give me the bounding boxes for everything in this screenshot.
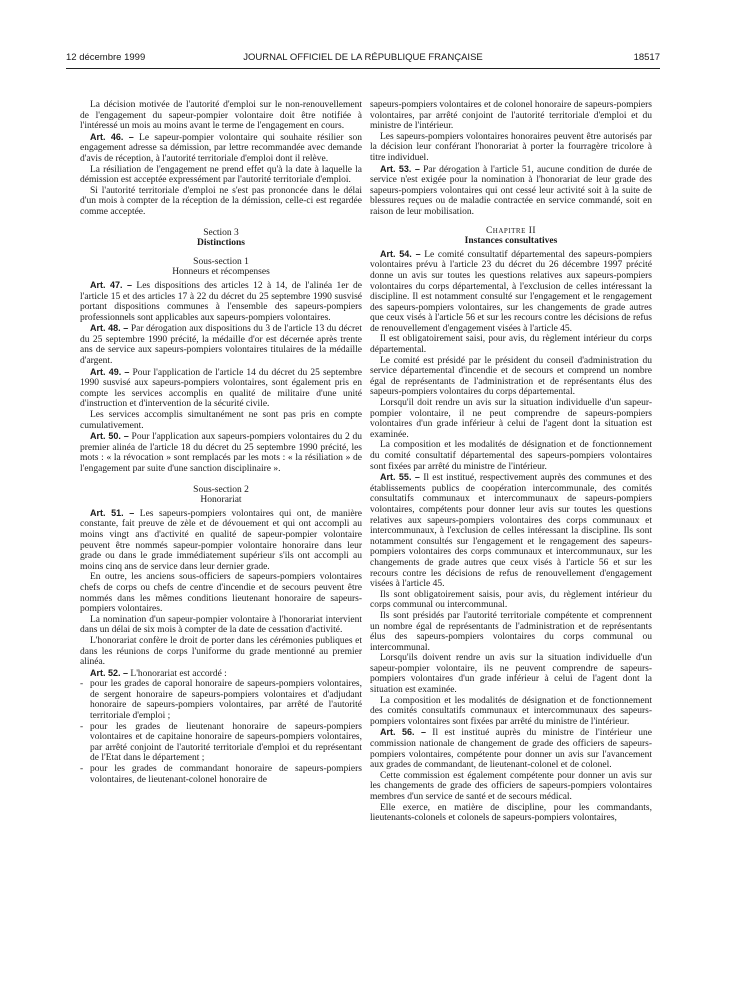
paragraph: En outre, les anciens sous-officiers de sapeurs-pompiers volontaires chefs de corps ou chefs de centre d'incendie et de secours peuvent être nommés dans les mêmes conditions lieutenant honoraire de sapeurs-pompiers volontaires. [80, 572, 362, 615]
article-text: Par dérogation aux dispositions du 3 de l'article 13 du décret du 25 septembre 1990 précité, la médaille d'or est décernée après trente ans de service aux sapeurs-pompiers volontaires titulaires de la médaille d'argent. [80, 324, 362, 367]
article-46 [80, 132, 362, 165]
right-column [370, 100, 652, 824]
article-text: Les dispositions des articles 12 à 14, de l'alinéa 1er de l'article 15 et des articles 17 à 22 du décret du 25 septembre 1990 susvisé portant dispositions communes à l'ensemble des sapeurs-pompiers professionnels sont applicables aux sapeurs-pompiers volontaires. [80, 280, 362, 323]
paragraph: Elle exerce, en matière de discipline, pour les commandants, lieutenants-colonels et colonels de sapeurs-pompiers volontaires, [370, 802, 652, 824]
article-label: Art. 49. – [90, 366, 130, 377]
article-50 [80, 431, 362, 474]
paragraph: La décision motivée de l'autorité d'emploi sur le non-renouvellement de l'engagement du sapeur-pompier volontaire doit être notifiée à l'intéressé un mois au moins avant le terme de l'engagement en cours. [80, 100, 362, 132]
paragraph: La composition et les modalités de désignation et de fonctionnement du comité consultatif départemental des sapeurs-pompiers volontaires sont fixées par arrêté du ministre de l'intérieur. [370, 440, 652, 472]
article-text: Il est institué, respectivement auprès des communes et des établissements publics de coopération intercommunale, des comités consultatifs communaux et intercommunaux de sapeurs-pompiers volontaires, compétents pour donner leur avis sur toutes les questions relatives aux sapeurs-pompiers volontaires des corps communaux et intercommunaux, à l'exclusion de celles intéressant la discipline. Ils sont notamment consultés sur l'engagement et le rengagement des sapeurs-pompiers volontaires des corps communaux et intercommunaux, sur les changements de grade autres que ceux visés à l'article 56 et sur les recours contre les décisions de refus de renouvellement d'engagement visées à l'article 45. [370, 473, 652, 590]
article-55 [370, 472, 652, 590]
article-text: Le sapeur-pompier volontaire qui souhaite résilier son engagement adresse sa démission, par lettre recommandée avec demande d'avis de réception, à l'autorité territoriale d'emploi dont il relève. [80, 132, 362, 164]
subsection-title: Honneurs et récompenses [172, 267, 270, 278]
paragraph: Ils sont présidés par l'autorité territoriale compétente et comprennent un nombre égal de représentants de l'administration et de représentants élus des sapeurs-pompiers volontaires du corps communal ou intercommunal. [370, 610, 652, 653]
header-journal-title: JOURNAL OFFICIEL DE LA RÉPUBLIQUE FRANÇAISE [243, 52, 483, 63]
article-text: L'honorariat est accordé : [128, 668, 227, 679]
article-56 [370, 727, 652, 770]
article-label: Art. 46. – [90, 131, 134, 142]
subsection-title: Honorariat [200, 495, 242, 506]
article-text: Il est institué auprès du ministre de l'intérieur une commission nationale de changement de grade des officiers de sapeurs-pompiers volontaires, compétente pour donner un avis sur l'avancement aux grades de commandant, de lieutenant-colonel et de colonel. [370, 728, 652, 771]
paragraph: Lorsqu'ils doivent rendre un avis sur la situation individuelle d'un sapeur-pompier volontaire, ils ne peuvent comprendre de sapeurs-pompiers volontaires d'un grade inférieur à celui de l'agent dont la situation est examinée. [370, 653, 652, 696]
chapter-title: Instances consultatives [464, 236, 558, 247]
header-rule [66, 68, 660, 69]
paragraph: Si l'autorité territoriale d'emploi ne s'est pas prononcée dans le délai d'un mois à compter de la réception de la démission, celle-ci est regardée comme acceptée. [80, 185, 362, 217]
paragraph: La composition et les modalités de désignation et de fonctionnement des comités consultatifs communaux et intercommunaux des sapeurs-pompiers volontaires sont fixées par arrêté du ministre de l'intérieur. [370, 695, 652, 727]
paragraph: Les services accomplis simultanément ne sont pas pris en compte cumulativement. [80, 410, 362, 431]
left-column [80, 100, 362, 785]
article-text: Par dérogation à l'article 51, aucune condition de durée de service n'est exigée pour la nomination à l'honorariat de leur grade des sapeurs-pompiers volontaires qui ont cessé leur activité soit à la suite de blessures reçues ou de maladie contractée en service commandé, soit en raison de leur mobilisation. [370, 164, 652, 217]
section-title: Distinctions [196, 238, 246, 249]
chapter-number: Chapitre II [485, 225, 537, 236]
paragraph: Ils sont obligatoirement saisis, pour avis, du règlement intérieur du corps communal ou intercommunal. [370, 589, 652, 611]
article-text: Le comité consultatif départemental des sapeurs-pompiers volontaires prévu à l'article 23 du décret du 26 décembre 1997 précité donne un avis sur toutes les questions relatives aux sapeurs-pompiers volontaires du corps départemental, à l'exclusion de celles intéressant la discipline. Il est notamment consulté sur l'engagement et le rengagement des sapeurs-pompiers volontaires, sur les changements de grade autres que ceux visés à l'article 56 et sur les recours contre les décisions de refus de renouvellement d'engagement visées à l'article 45. [370, 249, 652, 334]
article-label: Art. 55. – [380, 472, 420, 483]
article-label: Art. 48. – [90, 323, 129, 334]
paragraph: La résiliation de l'engagement ne prend effet qu'à la date à laquelle la démission est acceptée expressément par l'autorité territoriale d'emploi. [80, 164, 362, 186]
article-text: Pour l'application aux sapeurs-pompiers volontaires du 2 du premier alinéa de l'article 18 du décret du 25 septembre 1990 précité, les mots : « la révocation » sont remplacés par les mots : « la résiliation » de l'engagement par suite d'une sanction disciplinaire ». [80, 432, 362, 474]
article-48 [80, 323, 362, 366]
article-49 [80, 367, 362, 410]
paragraph: Les sapeurs-pompiers volontaires honoraires peuvent être autorisés par la décision leur conférant l'honorariat à porter la fourragère tricolore à titre individuel. [370, 131, 652, 163]
article-54 [370, 249, 652, 335]
paragraph: Le comité est présidé par le président du conseil d'administration du service départemental d'incendie et de secours et comprend un nombre égal de représentants de l'administration et de représentants élus des sapeurs-pompiers volontaires du corps départemental. [370, 355, 652, 398]
subsection-number: Sous-section 2 [193, 484, 249, 495]
subsection-number: Sous-section 1 [193, 256, 249, 267]
article-label: Art. 51. – [90, 507, 135, 518]
article-52 [80, 668, 362, 680]
list-item: - pour les grades de commandant honoraire de sapeurs-pompiers volontaires, de lieutenant-colonel honoraire de [80, 764, 362, 785]
page-header [66, 52, 660, 66]
article-47 [80, 280, 362, 323]
article-label: Art. 47. – [90, 279, 133, 290]
paragraph: L'honorariat confère le droit de porter dans les cérémonies publiques et dans les réunions de corps l'uniforme du grade mentionné au premier alinéa. [80, 635, 362, 668]
paragraph: Lorsqu'il doit rendre un avis sur la situation individuelle d'un sapeur-pompier volontaire, il ne peut comprendre de sapeurs-pompiers volontaires d'un grade inférieur à celui de l'agent dont la situation est examinée. [370, 398, 652, 440]
article-text: Pour l'application de l'article 14 du décret du 25 septembre 1990 susvisé aux sapeurs-pompiers volontaires, sont également pris en compte les services accomplis en qualité de militaire d'une unité d'instruction et d'intervention de la sécurité civile. [80, 367, 362, 410]
paragraph: Il est obligatoirement saisi, pour avis, du règlement intérieur du corps départemental. [370, 334, 652, 356]
list-item: - pour les grades de lieutenant honoraire de sapeurs-pompiers volontaires et de capitaine honoraire de sapeurs-pompiers volontaires, par arrêté conjoint de l'autorité territoriale d'emploi et du représentant de l'Etat dans le département ; [80, 722, 362, 764]
header-page-number: 18517 [633, 52, 660, 63]
article-text: Les sapeurs-pompiers volontaires qui ont, de manière constante, fait preuve de zèle et de dévouement et qui ont accompli au moins vingt ans d'activité en qualité de sapeur-pompier volontaire peuvent être nommés sapeur-pompier volontaire honoraire dans leur grade ou dans le grade immédiatement supérieur s'ils ont accompli au moins cinq ans de service dans leur dernier grade. [80, 508, 362, 572]
paragraph: La nomination d'un sapeur-pompier volontaire à l'honorariat intervient dans un délai de six mois à compter de la date de cessation d'activité. [80, 614, 362, 636]
paragraph: sapeurs-pompiers volontaires et de colonel honoraire de sapeurs-pompiers volontaires, par arrêté conjoint de l'autorité territoriale d'emploi et du ministre de l'intérieur. [370, 100, 653, 132]
section-number: Section 3 [203, 227, 239, 238]
honorary-grade-list [80, 679, 362, 785]
article-label: Art. 52. – [90, 667, 129, 678]
paragraph: Cette commission est également compétente pour donner un avis sur les changements de grade des officiers de sapeurs-pompiers volontaires membres d'un service de santé et de secours médical. [370, 770, 652, 802]
article-label: Art. 56. – [380, 727, 426, 738]
article-label: Art. 54. – [380, 248, 421, 259]
header-date: 12 décembre 1999 [66, 52, 146, 63]
article-53 [370, 164, 652, 218]
list-item: - pour les grades de caporal honoraire de sapeurs-pompiers volontaires, de sergent honoraire de sapeurs-pompiers volontaires et d'adjudant honoraire de sapeurs-pompiers volontaires, par arrêté de l'autorité territoriale d'emploi ; [80, 679, 362, 721]
article-label: Art. 50. – [90, 431, 129, 442]
article-label: Art. 53. – [380, 163, 420, 174]
article-51 [80, 508, 362, 573]
